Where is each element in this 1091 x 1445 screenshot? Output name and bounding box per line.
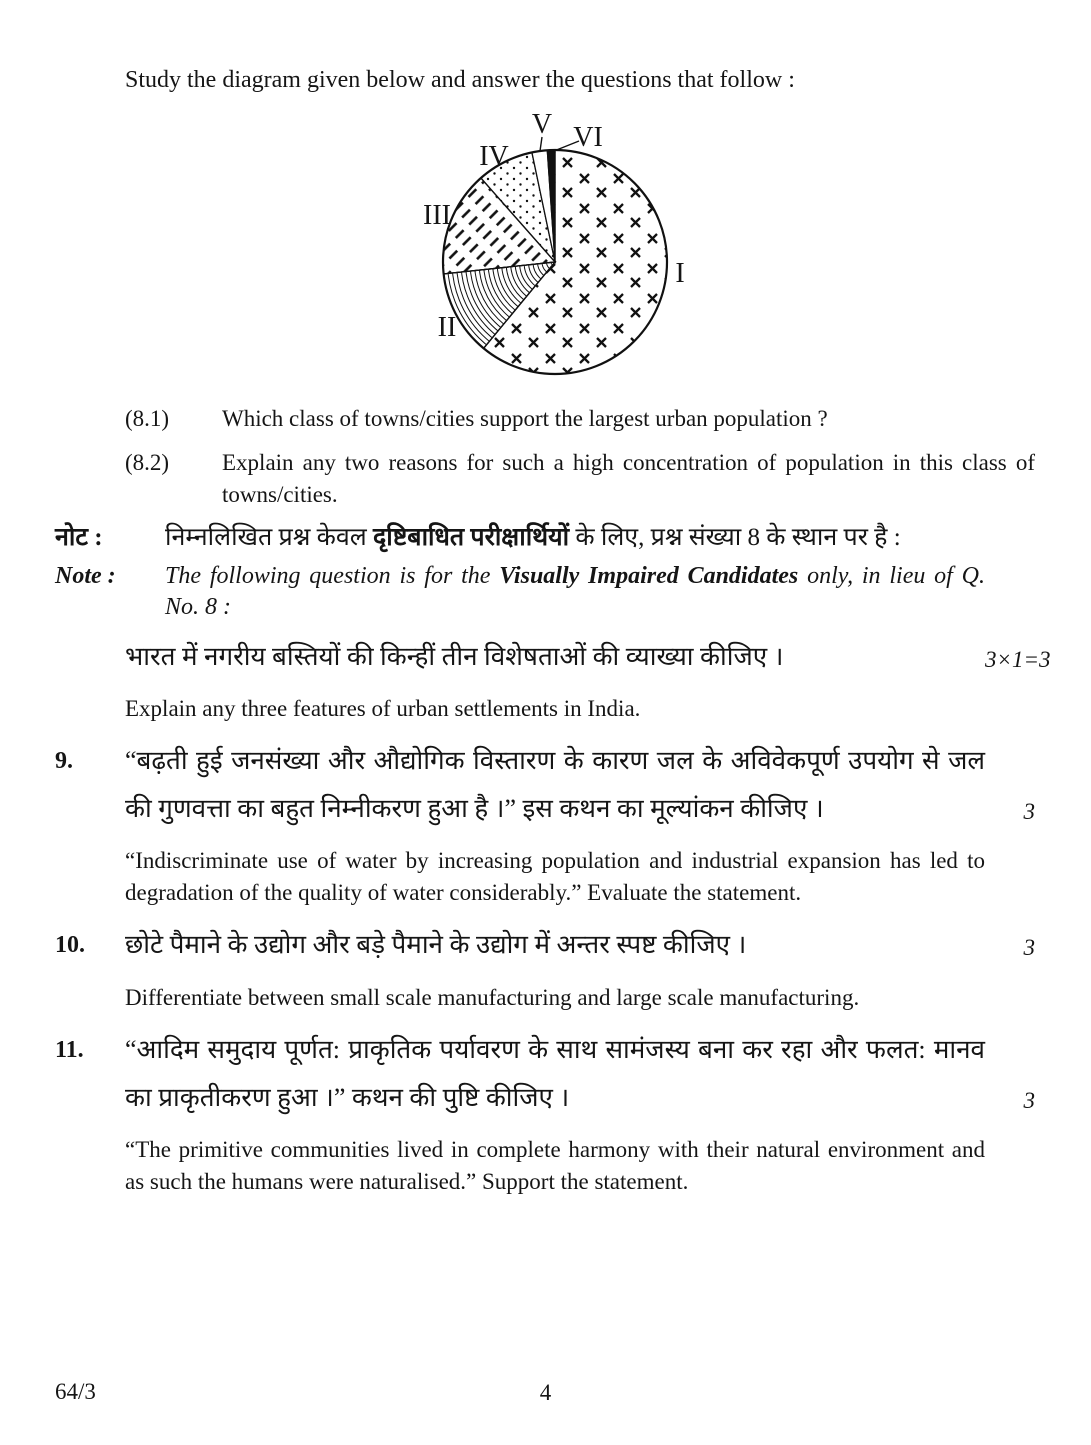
sub-question-number: (8.1) bbox=[125, 406, 170, 431]
question-10-english: Differentiate between small scale manufacturing and large scale manufacturing. bbox=[125, 985, 860, 1010]
pie-slice-label-V: V bbox=[531, 110, 553, 140]
note-english-bold: Visually Impaired Candidates bbox=[499, 563, 799, 589]
pie-chart bbox=[407, 110, 707, 395]
note-english-after: only, in lieu of Q. No. 8 : bbox=[165, 563, 985, 620]
question-9-hindi: “बढ़ती हुई जनसंख्या और औद्योगिक विस्तारण के कारण जल के अविवेकपूर्ण उपयोग से जल की गुणवत्ता का बहुत निम्नीकरण हुआ है ।” इस कथन का मूल्यांकन कीजिए । bbox=[125, 746, 985, 823]
question-number bbox=[55, 633, 125, 681]
pie-slice-label-II: II bbox=[437, 312, 457, 343]
vi-question-english: Explain any three features of urban settlements in India. bbox=[125, 696, 641, 721]
marks-value: 3 bbox=[1023, 935, 1035, 960]
page-number: 4 bbox=[539, 1380, 552, 1405]
note-hindi-after: के लिए, प्रश्न संख्या 8 के स्थान पर है : bbox=[569, 524, 901, 551]
sub-question-text: Explain any two reasons for such a high concentration of population in this class of towns/cities. bbox=[222, 450, 1035, 507]
note-english-label: Note : bbox=[55, 563, 116, 589]
question-9-english-row bbox=[55, 845, 1035, 909]
sub-question-8-2 bbox=[125, 447, 1035, 511]
note-hindi-bold: दृष्टिबाधित परीक्षार्थियों bbox=[372, 524, 570, 551]
pie-slice-label-IV: IV bbox=[479, 141, 509, 172]
question-9-hindi-row bbox=[55, 737, 1035, 833]
marks-value: 3 bbox=[1023, 1088, 1035, 1113]
intro-line: Study the diagram given below and answer the questions that follow : bbox=[125, 67, 795, 93]
question-number: 11. bbox=[55, 1037, 84, 1063]
question-9-english: “Indiscriminate use of water by increasing population and industrial expansion has led to degradation of the quality of water considerably.” Evaluate the statement. bbox=[125, 848, 985, 905]
sub-question-text: Which class of towns/cities support the largest urban population ? bbox=[222, 406, 828, 431]
note-english-row bbox=[55, 561, 1035, 623]
note-hindi-label: नोट : bbox=[55, 524, 103, 551]
note-english-text bbox=[165, 561, 985, 623]
question-8-subquestions bbox=[55, 403, 1035, 511]
question-11-english: “The primitive communities lived in complete harmony with their natural environment and as such the humans were naturalised.” Support the statement. bbox=[125, 1137, 985, 1194]
note-hindi-before: निम्नलिखित प्रश्न केवल bbox=[165, 524, 373, 551]
marks-value: 3 bbox=[1023, 799, 1035, 824]
question-11-hindi-row bbox=[55, 1026, 1035, 1122]
paper-code: 64/3 bbox=[55, 1379, 96, 1404]
note-hindi-text bbox=[165, 519, 985, 557]
vi-question-hindi-row bbox=[55, 633, 1051, 681]
pie-slice-label-I: I bbox=[675, 258, 685, 289]
note-english-before: The following question is for the bbox=[165, 563, 500, 589]
question-number: 9. bbox=[55, 748, 73, 774]
pie-slice-label-III: III bbox=[423, 200, 451, 231]
question-11-hindi: “आदिम समुदाय पूर्णत: प्राकृतिक पर्यावरण के साथ सामंजस्य बना कर रहा और फलत: मानव का प्राकृतीकरण हुआ ।” कथन की पुष्टि कीजिए । bbox=[125, 1035, 985, 1112]
question-10-hindi: छोटे पैमाने के उद्योग और बड़े पैमाने के उद्योग में अन्तर स्पष्ट कीजिए । bbox=[125, 930, 747, 959]
note-hindi-row bbox=[55, 519, 1035, 557]
question-10-hindi-row bbox=[55, 921, 1035, 969]
vi-question-english-row bbox=[55, 693, 1035, 725]
pie-chart-figure bbox=[407, 110, 707, 395]
marks-value: 3×1=3 bbox=[985, 647, 1051, 672]
question-11-english-row bbox=[55, 1134, 1035, 1198]
sub-question-8-1 bbox=[125, 403, 1035, 435]
sub-question-number: (8.2) bbox=[125, 450, 170, 475]
vi-question-hindi: भारत में नगरीय बस्तियों की किन्हीं तीन विशेषताओं की व्याख्या कीजिए । bbox=[125, 642, 784, 671]
question-10-english-row bbox=[55, 981, 1035, 1014]
question-number: 10. bbox=[55, 932, 85, 958]
pie-slice-label-VI: VI bbox=[573, 122, 603, 153]
